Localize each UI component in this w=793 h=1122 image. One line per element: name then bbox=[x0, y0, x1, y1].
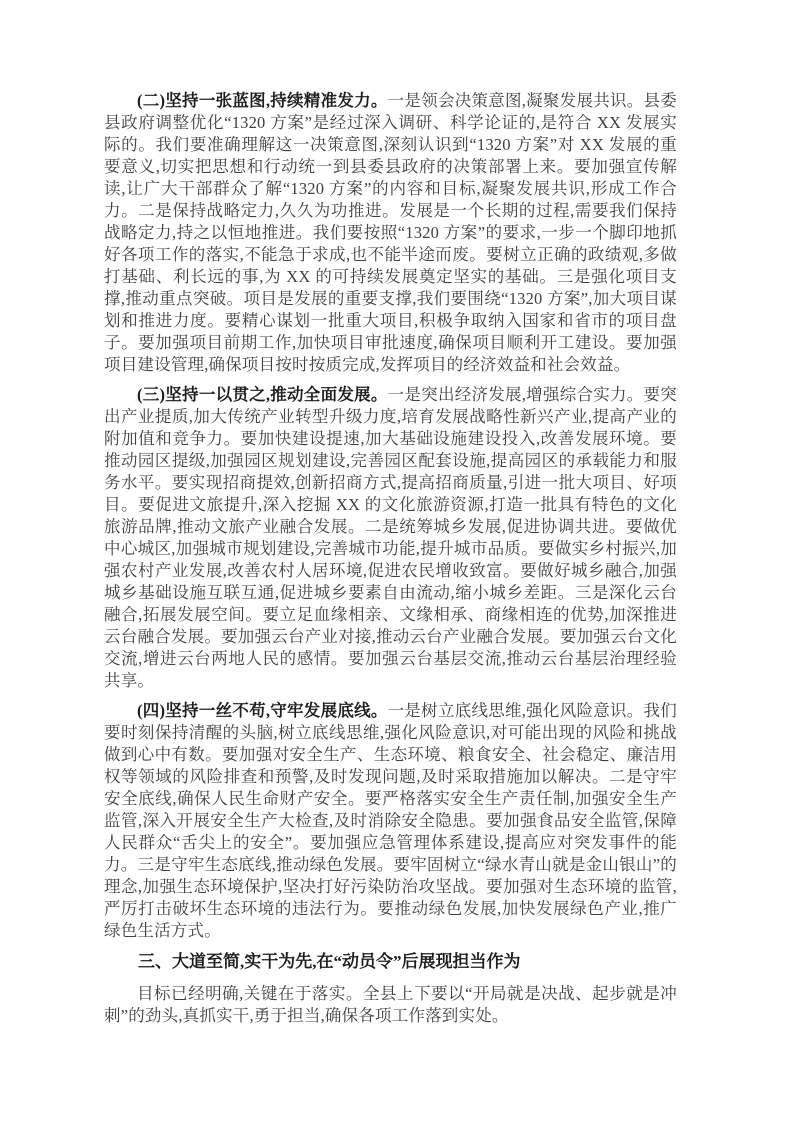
paragraph-lead-bold: (四)坚持一丝不苟,守牢发展底线。 bbox=[137, 701, 388, 720]
paragraph-body-text: 一是树立底线思维,强化风险意识。我们要时刻保持清醒的头脑,树立底线思维,强化风险意识,对可能出现的风险和挑战做到心中有数。要加强对安全生产、生态环境、粮食安全、社会稳定、廉洁用权等领域的风险排查和预警,及时发现问题,及时采取措施加以解决。二是守牢安全底线,确保人民生命财产安全。要严格落实安全生产责任制,加强安全生产监管,深入开展安全生产大检查,及时消除安全隐患。要加强食品安全监管,保障人民群众“舌尖上的安全”。要加强应急管理体系建设,提高应对突发事件的能力。三是守牢生态底线,推动绿色发展。要牢固树立“绿水青山就是金山银山”的理念,加强生态环境保护,坚决打好污染防治攻坚战。要加强对生态环境的监管,严厉打击破坏生态环境的违法行为。要推动绿色发展,加快发展绿色产业,推广绿色生活方式。 bbox=[104, 701, 677, 940]
paragraph-body-text: 一是突出经济发展,增强综合实力。要突出产业提质,加大传统产业转型升级力度,培育发展战略性新兴产业,提高产业的附加值和竞争力。要加快建设提速,加大基础设施建设投入,改善发展环境。要推动园区提级,加强园区规划建设,完善园区配套设施,提高园区的承载能力和服务水平。要实现招商提效,创新招商方式,提高招商质量,引进一批大项目、好项目。要促进文旅提升,深入挖掘 XX 的文化旅游资源,打造一批具有特色的文化旅游品牌,推动文旅产业融合发展。二是统筹城乡发展,促进协调共进。要做优中心城区,加强城市规划建设,完善城市功能,提升城市品质。要做实乡村振兴,加强农村产业发展,改善农村人居环境,促进农民增收致富。要做好城乡融合,加强城乡基础设施互联互通,促进城乡要素自由流动,缩小城乡差距。三是深化云台融合,拓展发展空间。要立足血缘相亲、文缘相承、商缘相连的优势,加深推进云台融合发展。要加强云台产业对接,推动云台产业融合发展。要加强云台文化交流,增进云台两地人民的感情。要加强云台基层交流,推动云台基层治理经验共享。 bbox=[104, 385, 677, 690]
paragraph-lead-bold: (三)坚持一以贯之,推动全面发展。 bbox=[137, 385, 388, 404]
paragraph-body-text: 目标已经明确,关键在于落实。全县上下要以“开局就是决战、起步就是冲刺”的劲头,真抓实干,勇于担当,确保各项工作落到实处。 bbox=[104, 984, 677, 1025]
paragraph-section-3 bbox=[104, 384, 677, 692]
paragraph-section-2 bbox=[104, 90, 677, 376]
paragraph-body-text: 一是领会决策意图,凝聚发展共识。县委县政府调整优化“1320 方案”是经过深入调研、科学论证的,是符合 XX 发展实际的。我们要准确理解这一决策意图,深刻认识到“1320 方案”对 XX 发展的重要意义,切实把思想和行动统一到县委县政府的决策部署上来。要加强宣传解读,让广大干部群众了解“1320 方案”的内容和目标,凝聚发展共识,形成工作合力。二是保持战略定力,久久为功推进。发展是一个长期的过程,需要我们保持战略定力,持之以恒地推进。我们要按照“1320 方案”的要求,一步一个脚印地抓好各项工作的落实,不能急于求成,也不能半途而废。要树立正确的政绩观,多做打基础、利长远的事,为 XX 的可持续发展奠定坚实的基础。三是强化项目支撑,推动重点突破。项目是发展的重要支撑,我们要围绕“1320 方案”,加大项目谋划和推进力度。要精心谋划一批重大项目,积极争取纳入国家和省市的项目盘子。要加强项目前期工作,加快项目审批速度,确保项目顺利开工建设。要加强项目建设管理,确保项目按时按质完成,发挥项目的经济效益和社会效益。 bbox=[104, 91, 677, 374]
paragraph-closing bbox=[104, 983, 677, 1027]
paragraph-lead-bold: (二)坚持一张蓝图,持续精准发力。 bbox=[137, 91, 388, 110]
section-heading-three: 三、大道至简,实干为先,在“动员令”后展现担当作为 bbox=[138, 952, 521, 971]
paragraph-section-4 bbox=[104, 700, 677, 942]
